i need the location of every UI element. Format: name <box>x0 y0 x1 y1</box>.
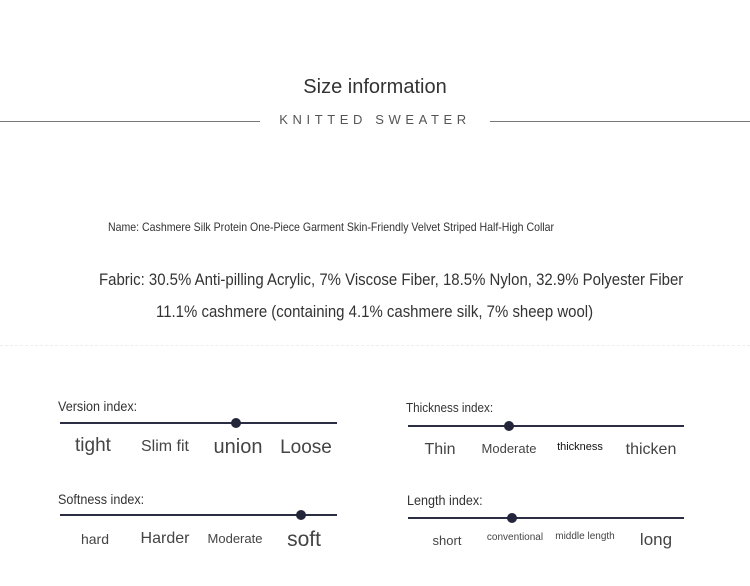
version-option-union: union <box>213 436 263 458</box>
thickness-option-thickness: thickness <box>557 441 603 453</box>
fabric-composition-line2: 11.1% cashmere (containing 4.1% cashmere silk, 7% sheep wool) <box>156 302 594 321</box>
thickness-index-title: Thickness index: <box>406 400 494 415</box>
length-index-marker <box>507 513 517 523</box>
section-divider <box>0 345 750 346</box>
softness-option-harder: Harder <box>140 530 190 547</box>
version-option-slim-fit: Slim fit <box>141 438 189 455</box>
softness-option-soft: soft <box>287 528 321 551</box>
page-subtitle: KNITTED SWEATER <box>279 112 471 127</box>
fabric-composition-line1: Fabric: 30.5% Anti-pilling Acrylic, 7% Viscose Fiber, 18.5% Nylon, 32.9% Polyester Fiber <box>99 270 684 289</box>
thickness-option-thicken: thicken <box>625 441 677 458</box>
thickness-option-moderate: Moderate <box>481 441 537 456</box>
length-option-long: long <box>639 530 673 549</box>
version-option-tight: tight <box>75 435 111 456</box>
thickness-index-marker <box>504 421 514 431</box>
length-index-track <box>408 517 684 519</box>
thickness-option-thin: Thin <box>424 441 456 458</box>
thickness-index-track <box>408 425 684 427</box>
length-option-short: short <box>432 533 462 548</box>
version-index-marker <box>231 418 241 428</box>
softness-index-marker <box>296 510 306 520</box>
version-option-loose: Loose <box>280 437 332 458</box>
length-option-conventional: conventional <box>486 532 544 543</box>
page-title: Size information <box>303 76 447 98</box>
title-divider-right <box>490 121 750 122</box>
softness-index-title: Softness index: <box>58 491 145 507</box>
length-option-middle-length: middle length <box>555 531 615 542</box>
length-index-title: Length index: <box>407 492 483 508</box>
softness-option-moderate: Moderate <box>207 531 263 546</box>
product-name: Name: Cashmere Silk Protein One-Piece Garment Skin-Friendly Velvet Striped Half-High Collar <box>108 220 555 234</box>
softness-option-hard: hard <box>80 531 110 547</box>
version-index-track <box>60 422 337 424</box>
title-divider-left <box>0 121 260 122</box>
version-index-title: Version index: <box>58 398 138 414</box>
